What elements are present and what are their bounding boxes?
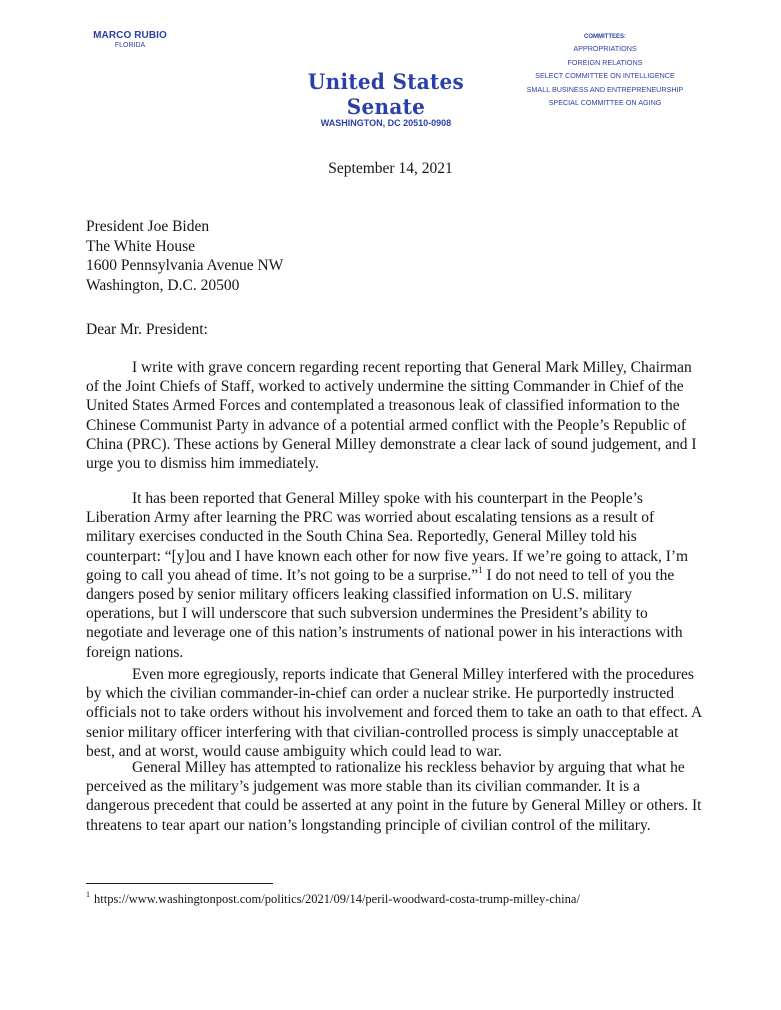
paragraph-2-rest: I do not need to tell of you the dangers posed by senior military officers leaking classified information on U.S. military operations, but I will underscore that such subversion undermines the President’s ability to negotiate and leverage one of this nation’s instruments of national power in his interactions with foreign nations.	[86, 566, 683, 661]
footnote-reference[interactable]: 1	[478, 564, 483, 575]
salutation: Dear Mr. President:	[86, 321, 208, 338]
committee-item: SPECIAL COMMITTEE ON AGING	[548, 98, 662, 107]
recipient-line: 1600 Pennsylvania Avenue NW	[86, 257, 284, 274]
committee-item: FOREIGN RELATIONS	[567, 57, 643, 67]
paragraph-2-quote: It has been reported that General Milley spoke with his counterpart in the People’s Liberation Army after learning the PRC was worried about escalating tensions as a result of military exercises conducted in the South China Sea. Reportedly, General Milley told his counterpart: “[y]ou and I have known each other for now five years. If we’re going to attack, I’m going to call you ahead of time. It’s not going to be a surprise.”	[86, 490, 689, 584]
body-paragraph-3: Even more egregiously, reports indicate that General Milley interfered with the procedures by which the civilian commander-in-chief can order a nuclear strike. He purportedly instructed officials not to take orders without his involvement and forced them to take an oath to that effect. A senior military officer interfering with that civilian-controlled process is simply unacceptable at best, and at worst, would cause ambiguity which could lead to war.	[86, 666, 702, 760]
senate-letterhead	[278, 70, 494, 128]
committees-block	[510, 33, 700, 110]
committee-item: APPROPRIATIONS	[573, 44, 637, 53]
recipient-address	[86, 217, 283, 295]
committee-item: SMALL BUSINESS AND ENTREPRENEURSHIP	[526, 84, 684, 94]
body-paragraph-2	[86, 489, 702, 662]
body-paragraph-1: I write with grave concern regarding recent reporting that General Mark Milley, Chairman of the Joint Chiefs of Staff, worked to actively undermine the sitting Commander in Chief of the United States Armed Forces and contemplated a treasonous leak of classified information to the Chinese Communist Party in advance of a potential armed conflict with the People’s Republic of China (PRC). These actions by General Milley demonstrate a clear lack of sound judgement, and I urge you to dismiss him immediately.	[86, 359, 697, 473]
sender-state: FLORIDA	[114, 42, 146, 49]
recipient-line: The White House	[86, 237, 196, 255]
committees-heading: COMMITTEES:	[584, 34, 626, 40]
footnote-number: 1	[86, 889, 90, 899]
senate-title: United States Senate	[307, 68, 465, 120]
body-paragraph-4: General Milley has attempted to rationalize his reckless behavior by arguing that what he perceived as the military’s judgement was more stable than its civilian commander. It is a dangerous precedent that could be asserted at any point in the future by General Milley or others. It threatens to tear apart our nation’s longstanding principle of civilian control of the military.	[86, 759, 702, 834]
recipient-line: President Joe Biden	[86, 218, 210, 235]
letter-date: September 14, 2021	[328, 160, 453, 177]
sender-block	[70, 30, 190, 49]
committee-item: SELECT COMMITTEE ON INTELLIGENCE	[535, 71, 675, 80]
sender-name: MARCO RUBIO	[93, 30, 167, 41]
senate-address: WASHINGTON, DC 20510-0908	[320, 118, 452, 128]
footnote-link[interactable]: https://www.washingtonpost.com/politics/2021/09/14/peril-woodward-costa-trump-milley-china/	[94, 892, 580, 906]
recipient-line: Washington, D.C. 20500	[86, 276, 240, 294]
footnote-divider	[86, 883, 273, 884]
footnote	[86, 889, 580, 907]
